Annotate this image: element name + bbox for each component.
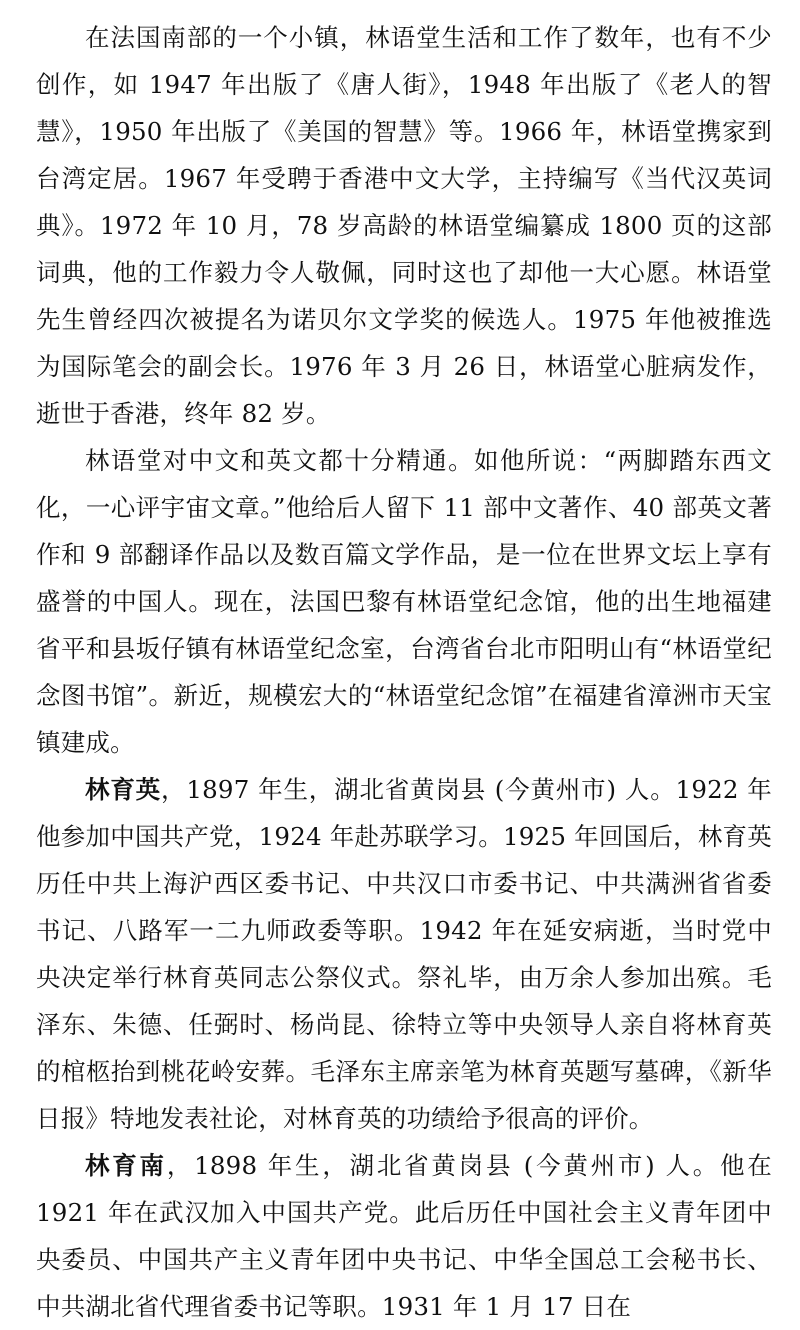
paragraph-2-text: 林语堂对中文和英文都十分精通。如他所说：“两脚踏东西文化，一心评宇宙文章。”他给后人留下 11 部中文著作、40 部英文著作和 9 部翻译作品以及数百篇文学作品，是一位在世界文坛上享有盛誉的中国人。现在，法国巴黎有林语堂纪念馆，他的出生地福建省平和县坂仔镇有林语堂纪念室，台湾省台北市阳明山有“林语堂纪念图书馆”。新近，规模宏大的“林语堂纪念馆”在福建省漳洲市天宝镇建成。 [36,446,772,757]
paragraph-1 [36,14,772,437]
paragraph-1-text: 在法国南部的一个小镇，林语堂生活和工作了数年，也有不少创作，如 1947 年出版了《唐人街》，1948 年出版了《老人的智慧》，1950 年出版了《美国的智慧》等。1966 年，林语堂携家到台湾定居。1967 年受聘于香港中文大学，主持编写《当代汉英词典》。1972 年 10 月，78 岁高龄的林语堂编纂成 1800 页的这部词典，他的工作毅力令人敬佩，同时这也了却他一大心愿。林语堂先生曾经四次被提名为诺贝尔文学奖的候选人。1975 年他被推选为国际笔会的副会长。1976 年 3 月 26 日，林语堂心脏病发作，逝世于香港，终年 82 岁。 [36,23,772,428]
paragraph-3 [36,766,772,1142]
paragraph-3-lead: 林育英 [85,775,162,804]
paragraph-3-text: ，1897 年生，湖北省黄岗县 (今黄州市) 人。1922 年他参加中国共产党，1924 年赴苏联学习。1925 年回国后，林育英历任中共上海沪西区委书记、中共汉口市委书记、中共满洲省省委书记、八路军一二九师政委等职。1942 年在延安病逝，当时党中央决定举行林育英同志公祭仪式。祭礼毕，由万余人参加出殡。毛泽东、朱德、任弼时、杨尚昆、徐特立等中央领导人亲自将林育英的棺柩抬到桃花岭安葬。毛泽东主席亲笔为林育英题写墓碑，《新华日报》特地发表社论，对林育英的功绩给予很高的评价。 [36,775,772,1133]
paragraph-4 [36,1142,772,1330]
paragraph-2 [36,437,772,766]
paragraph-4-lead: 林育南 [85,1151,167,1180]
paragraph-4-text: ，1898 年生，湖北省黄岗县 (今黄州市) 人。他在 1921 年在武汉加入中国共产党。此后历任中国社会主义青年团中央委员、中国共产主义青年团中央书记、中华全国总工会秘书长、中共湖北省代理省委书记等职。1931 年 1 月 17 日在 [36,1151,772,1321]
